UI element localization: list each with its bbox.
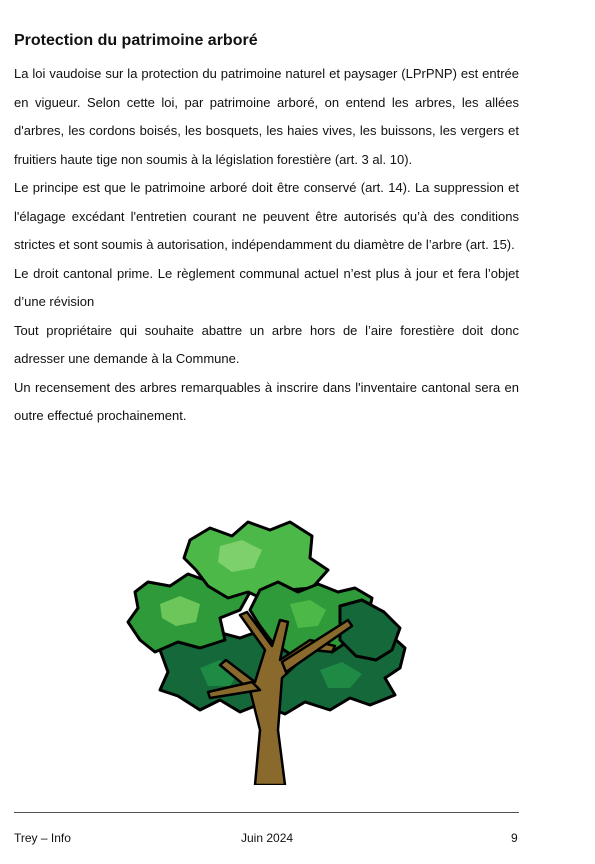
tree-icon — [100, 500, 440, 785]
footer-divider — [14, 812, 519, 813]
footer-date: Juin 2024 — [241, 831, 294, 845]
footer-publication: Trey – Info — [14, 831, 71, 845]
paragraph-3: Le droit cantonal prime. Le règlement communal actuel n’est plus à jour et fera l’objet d’une révision — [14, 265, 519, 309]
article-title: Protection du patrimoine arboré — [14, 32, 258, 49]
paragraph-4: Tout propriétaire qui souhaite abattre un arbre hors de l’aire forestière doit donc adresser une demande à la Commune. — [14, 322, 519, 366]
paragraph-5: Un recensement des arbres remarquables à inscrire dans l'inventaire cantonal sera en outre effectué prochainement. — [14, 379, 519, 423]
article-body — [14, 60, 519, 431]
page-number: 9 — [511, 831, 518, 845]
paragraph-1: La loi vaudoise sur la protection du patrimoine naturel et paysager (LPrPNP) est entrée en vigueur. Selon cette loi, par patrimoine arboré, on entend les arbres, les allées d'arbres, les cordons boisés, les bosquets, les haies vives, les buissons, les vergers et fruitiers haute tige non soumis à la législation forestière (art. 3 al. 10). — [14, 66, 519, 167]
paragraph-2: Le principe est que le patrimoine arboré doit être conservé (art. 14). La suppression et l'élagage excédant l'entretien courant ne peuvent être autorisés qu’à des conditions strictes et sont soumis à autorisation, indépendamment du diamètre de l’arbre (art. 15). — [14, 180, 519, 252]
